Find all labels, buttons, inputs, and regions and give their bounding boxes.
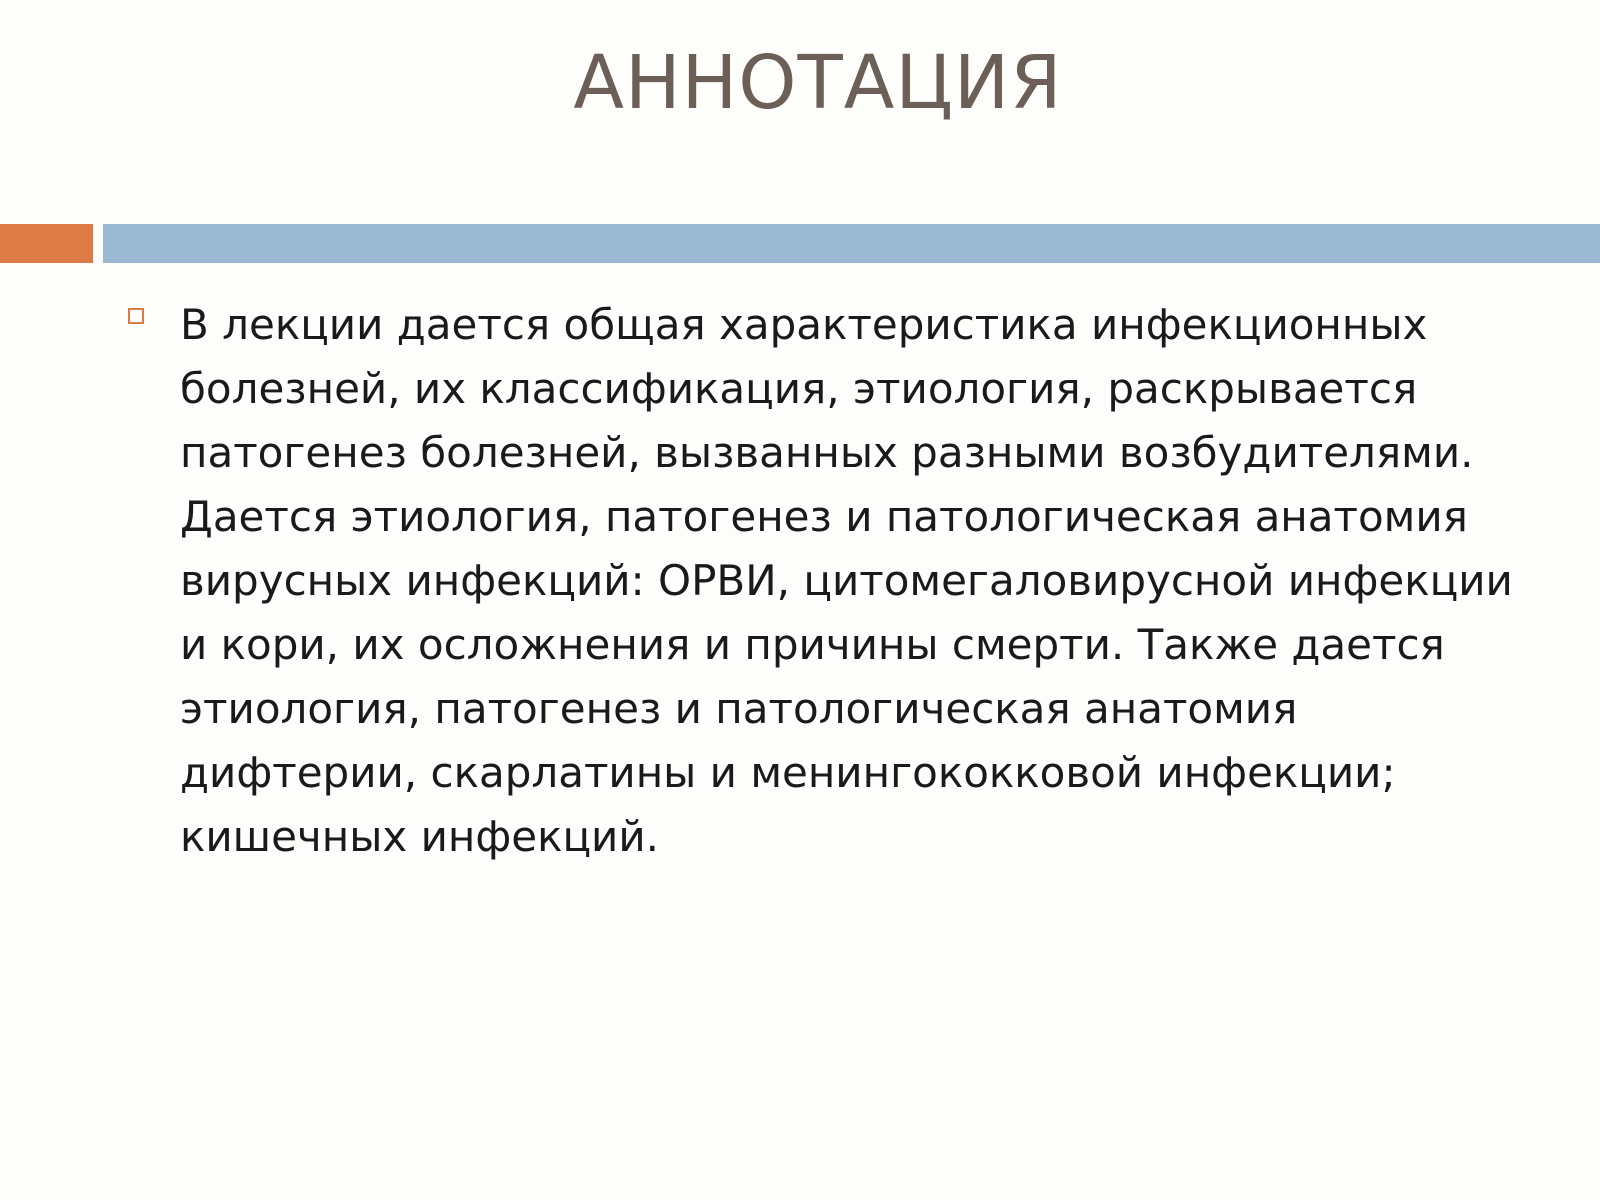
bullet-text: В лекции дается общая характеристика инфекционных болезней, их классификация, этиология, раскрывается патогенез болезней, вызванных разными возбудителями. Дается этиология, патогенез и патологическая анатомия вирусных инфекций: ОРВИ, цитомегаловирусной инфекции и кори, их осложнения и причины смерти. Также дается этиология, патогенез и патологическая анатомия дифтерии, скарлатины и менингококковой инфекции; кишечных инфекций. <box>180 300 1513 861</box>
slide-title: АННОТАЦИЯ <box>573 40 1063 126</box>
bullet-item <box>128 293 1528 869</box>
square-bullet-icon <box>128 308 144 324</box>
accent-bar <box>0 224 93 263</box>
slide-content <box>128 293 1528 869</box>
header-divider-bar <box>103 224 1600 263</box>
